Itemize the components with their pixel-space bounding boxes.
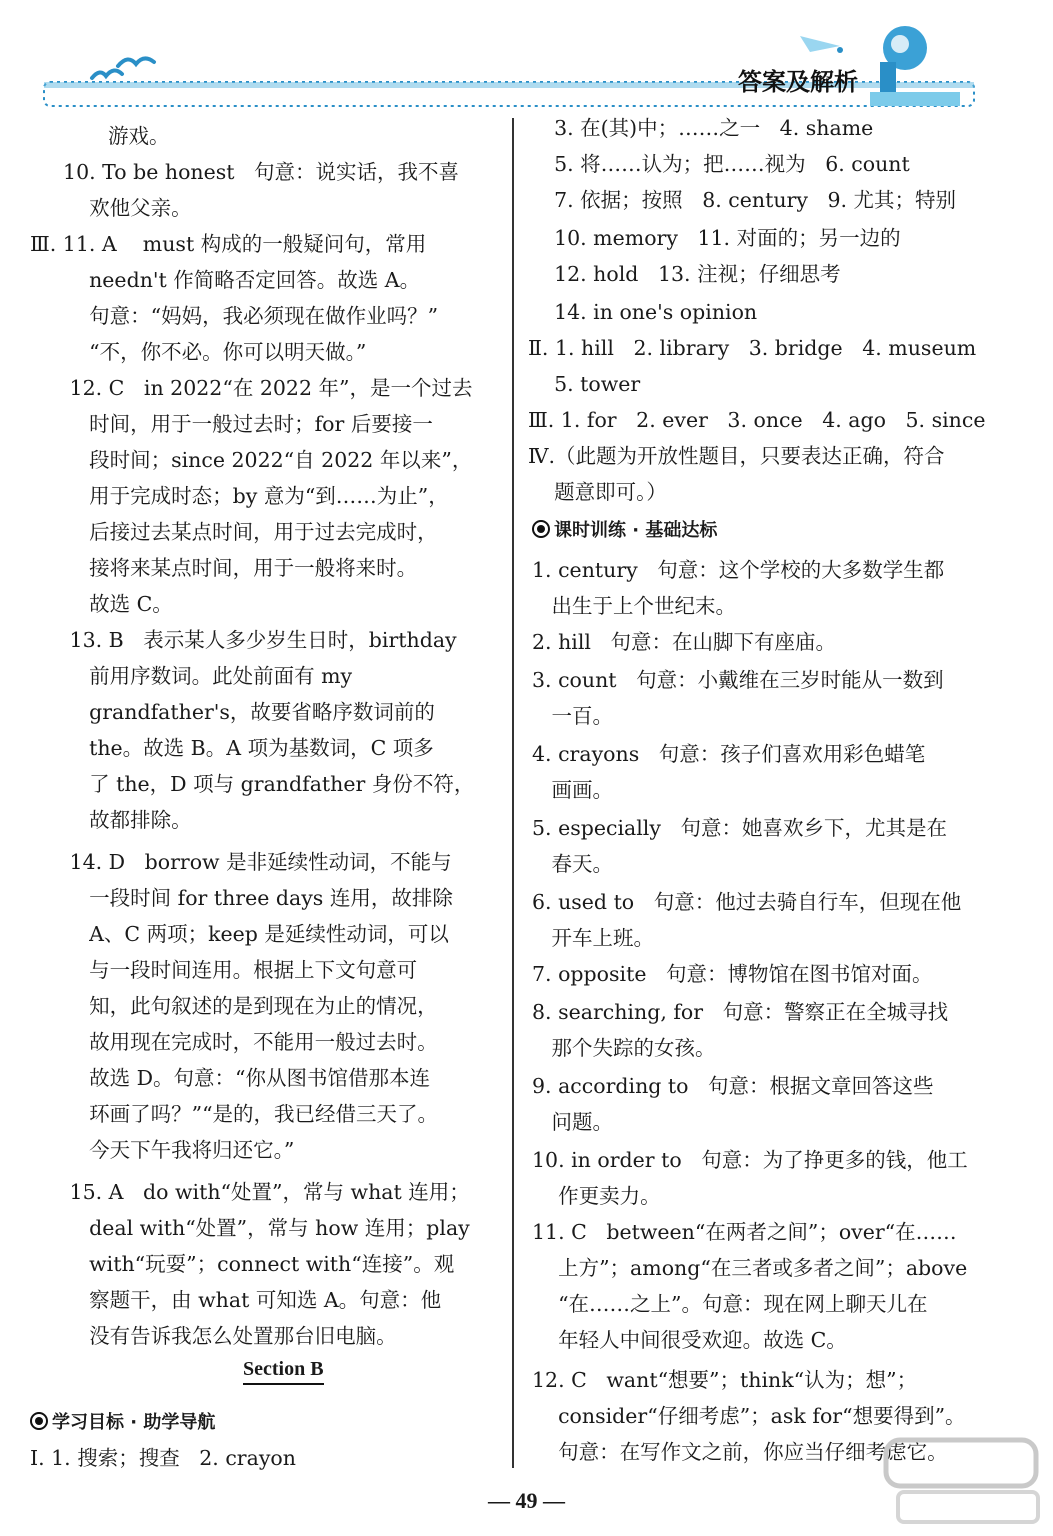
header-decoration [0,0,1053,120]
text-line: 没有告诉我怎么处置那台旧电脑。 [50,1324,397,1348]
text-line: needn't 作简略否定回答。故选 A。 [50,268,421,292]
text-line: 7. opposite 句意：博物馆在图书馆对面。 [532,962,933,986]
text-line: “不，你不必。你可以明天做。” [50,340,367,364]
text-line: 3. 在(其)中；……之一 4. shame [528,116,874,140]
text-line: with“玩耍”；connect with“连接”。观 [50,1252,455,1276]
text-line: the。故选 B。A 项为基数词，C 项多 [50,736,434,760]
text-line: 10. To be honest 句意：说实话，我不喜 [50,160,460,184]
text-line: 8. searching, for 句意：警察正在全城寻找 [532,1000,949,1024]
text-line: 句意：在写作文之前，你应当仔细考虑它。 [532,1440,948,1464]
sub-heading-label: 课时训练 · 基础达标 [554,520,718,541]
seagull-icon [92,58,154,78]
text-line: A、C 两项；keep 是延续性动词，可以 [50,922,449,946]
text-line: 5. tower [528,372,641,396]
text-line: 接将来某点时间，用于一般将来时。 [50,556,418,580]
text-line: 用于完成时态；by 意为“到……为止”， [50,484,449,508]
text-line: 15. A do with“处置”，常与 what 连用； [50,1180,470,1204]
text-line: 画画。 [532,778,614,802]
text-line: 了 the，D 项与 grandfather 身份不符， [50,772,475,796]
text-line: 14. D borrow 是非延续性动词，不能与 [50,850,452,874]
watermark-logo [878,1420,1048,1530]
text-line: 察题干，由 what 可知选 A。句意：他 [50,1288,442,1312]
text-line: 春天。 [532,852,614,876]
text-line: 故选 D。句意：“你从图书馆借那本连 [50,1066,431,1090]
header-title: 答案及解析 [738,68,858,96]
text-line: 5. especially 句意：她喜欢乡下，尤其是在 [532,816,947,840]
text-line: 与一段时间连用。根据上下文句意可 [50,958,418,982]
text-line: 今天下午我将归还它。” [50,1138,295,1162]
text-line: 5. 将……认为；把……视为 6. count [528,152,910,176]
text-line: deal with“处置”，常与 how 连用；play [50,1216,470,1240]
text-line: 故都排除。 [50,808,192,832]
text-line: 12. C want“想要”；think“认为；想”； [532,1368,918,1392]
text-line: Ⅱ. 1. hill 2. library 3. bridge 4. museum [528,336,977,360]
text-line: 欢他父亲。 [50,196,192,220]
text-line: 环画了吗？”“是的，我已经借三天了。 [50,1102,439,1126]
text-line: Ⅲ. 11. A must 构成的一般疑问句，常用 [30,232,427,256]
text-line: 9. according to 句意：根据文章回答这些 [532,1074,934,1098]
sub-heading-learning-goals [30,1408,215,1434]
text-line: 10. memory 11. 对面的；另一边的 [528,226,901,250]
page-number: — 49 — [488,1488,565,1513]
text-line: 知，此句叙述的是到现在为止的情况， [50,994,438,1018]
text-line: Ⅰ. 1. 搜索；搜查 2. crayon [30,1446,296,1470]
text-line: 14. in one's opinion [528,300,758,324]
text-line: 4. crayons 句意：孩子们喜欢用彩色蜡笔 [532,742,926,766]
sub-heading-class-training [532,516,717,542]
text-line: 句意：“妈妈，我必须现在做作业吗？” [50,304,439,328]
text-line: 年轻人中间很受欢迎。故选 C。 [532,1328,847,1352]
text-line: 问题。 [532,1110,614,1134]
text-line: 13. B 表示某人多少岁生日时，birthday [50,628,457,652]
text-line: 一百。 [532,704,614,728]
text-line: Ⅳ.（此题为开放性题目，只要表达正确，符合 [528,444,945,468]
text-line: consider“仔细考虑”；ask for“想要得到”。 [532,1404,966,1428]
text-line: 开车上班。 [532,926,655,950]
section-title: Section B [243,1358,324,1385]
text-line: 故选 C。 [50,592,173,616]
page-header [0,0,1053,120]
text-line: 10. in order to 句意：为了挣更多的钱，他工 [532,1148,968,1172]
text-line: 游戏。 [108,124,170,148]
text-line: 时间，用于一般过去时；for 后要接一 [50,412,433,436]
text-line: 2. hill 句意：在山脚下有座庙。 [532,630,836,654]
text-line: 12. hold 13. 注视；仔细思考 [528,262,841,286]
sub-heading-label: 学习目标 · 助学导航 [52,1412,216,1433]
text-line: grandfather's，故要省略序数词前的 [50,700,435,724]
column-divider [512,118,514,1468]
text-line: 前用序数词。此处前面有 my [50,664,353,688]
text-line: 后接过去某点时间，用于过去完成时， [50,520,438,544]
bullet-icon [532,520,550,538]
text-line: 11. C between“在两者之间”；over“在…… [532,1220,957,1244]
text-line: 题意即可。） [528,480,667,504]
text-line: 一段时间 for three days 连用，故排除 [50,886,453,910]
text-line: 3. count 句意：小戴维在三岁时能从一数到 [532,668,944,692]
bullet-icon [30,1412,48,1430]
text-line: 故用现在完成时，不能用一般过去时。 [50,1030,438,1054]
text-line: 出生于上个世纪末。 [532,594,737,618]
text-line: 1. century 句意：这个学校的大多数学生都 [532,558,945,582]
text-line: Ⅲ. 1. for 2. ever 3. once 4. ago 5. since [528,408,986,432]
text-line: 段时间；since 2022“自 2022 年以来”， [50,448,473,472]
text-line: 上方”；among“在三者或多者之间”；above [532,1256,968,1280]
text-line: 那个失踪的女孩。 [532,1036,716,1060]
text-line: 7. 依据；按照 8. century 9. 尤其；特别 [528,188,957,212]
text-line: 作更卖力。 [532,1184,661,1208]
text-line: “在……之上”。句意：现在网上聊天儿在 [532,1292,928,1316]
text-line: 6. used to 句意：他过去骑自行车，但现在他 [532,890,962,914]
text-line: 12. C in 2022“在 2022 年”，是一个过去 [50,376,473,400]
